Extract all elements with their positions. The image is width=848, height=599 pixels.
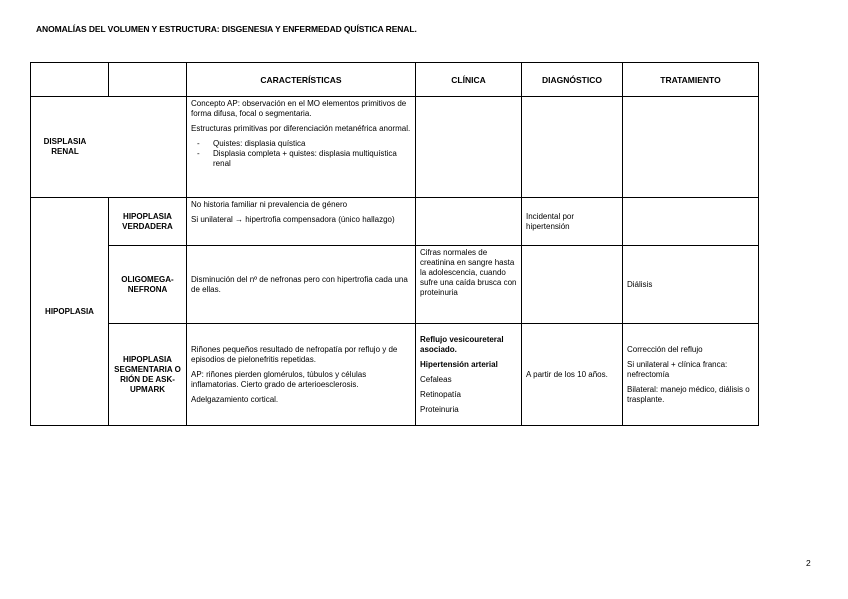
list-item: - Displasia completa + quistes: displasia multiquística renal (205, 149, 411, 169)
cell-displasia-caracteristicas (187, 97, 416, 198)
text-historia: No historia familiar ni prevalencia de género (191, 200, 348, 209)
text-concepto: Concepto AP: observación en el MO elementos primitivos de forma difusa, focal o segmentaria. (191, 99, 407, 118)
cell-segmentaria-clinica (416, 324, 522, 426)
anomalies-table (30, 62, 759, 426)
document-title: ANOMALÍAS DEL VOLUMEN Y ESTRUCTURA: DISGENESIA Y ENFERMEDAD QUÍSTICA RENAL. (36, 24, 417, 34)
header-empty-2 (109, 63, 187, 97)
list-item: - Quistes: displasia quística (205, 139, 411, 149)
cell-oligo-tratamiento: Diálisis (623, 246, 759, 324)
text-bilateral: Bilateral: manejo médico, diálisis o trasplante. (627, 384, 750, 404)
cell-verdadera-diagnostico: Incidental por hipertensión (522, 198, 623, 246)
header-tratamiento: TRATAMIENTO (623, 63, 759, 97)
text-correccion: Corrección del reflujo (627, 344, 703, 354)
header-row (31, 63, 759, 97)
text-reflujo: Reflujo vesicoureteral asociado. (420, 334, 504, 354)
cell-verdadera-clinica (416, 198, 522, 246)
text-proteinuria: Proteinuria (420, 404, 459, 414)
table-row-verdadera (31, 198, 759, 246)
text-rinones: Riñones pequeños resultado de nefropatía por reflujo y de episodios de pielonefritis repetidas. (191, 344, 398, 364)
text-retinopatia: Retinopatía (420, 389, 461, 399)
cell-verdadera-caracteristicas (187, 198, 416, 246)
cell-segmentaria-tratamiento (623, 324, 759, 426)
list-displasia (191, 139, 411, 169)
cell-verdadera-tratamiento (623, 198, 759, 246)
text-nefrectomia: Si unilateral + clínica franca: nefrectomía (627, 359, 728, 379)
table-row-displasia (31, 97, 759, 198)
text-ap: AP: riñones pierden glomérulos, túbulos y células inflamatorias. Cierto grado de arterioesclerosis. (191, 369, 367, 389)
category-displasia-label: DISPLASIA RENAL (43, 137, 87, 156)
cell-displasia-tratamiento (623, 97, 759, 198)
subcategory-oligomeganefrona: OLIGOMEGA-NEFRONA (109, 246, 187, 324)
subcategory-verdadera: HIPOPLASIA VERDADERA (109, 198, 187, 246)
cell-segmentaria-diagnostico: A partir de los 10 años. (522, 324, 623, 426)
cell-oligo-clinica: Cifras normales de creatinina en sangre hasta la adolescencia, cuando sufre una caída brusca con proteinuria (416, 246, 522, 324)
header-caracteristicas: CARACTERÍSTICAS (187, 63, 416, 97)
text-unilateral: Si unilateral → hipertrofia compensadora (único hallazgo) (191, 215, 395, 224)
header-diagnostico: DIAGNÓSTICO (522, 63, 623, 97)
table-row-oligomeganefrona (31, 246, 759, 324)
text-cefaleas: Cefaleas (420, 374, 452, 384)
page-number: 2 (806, 558, 811, 568)
cell-displasia-diagnostico (522, 97, 623, 198)
category-hipoplasia: HIPOPLASIA (31, 198, 109, 426)
cell-segmentaria-caracteristicas (187, 324, 416, 426)
text-estructuras: Estructuras primitivas por diferenciación metanéfrica anormal. (191, 124, 411, 133)
cell-oligo-caracteristicas: Disminución del nº de nefronas pero con hipertrofia cada una de ellas. (187, 246, 416, 324)
header-empty-1 (31, 63, 109, 97)
text-hipertension: Hipertensión arterial (420, 359, 498, 369)
header-clinica: CLÍNICA (416, 63, 522, 97)
category-displasia (31, 97, 187, 198)
text-adelgazamiento: Adelgazamiento cortical. (191, 394, 279, 404)
table-row-segmentaria (31, 324, 759, 426)
cell-displasia-clinica (416, 97, 522, 198)
subcategory-segmentaria: HIPOPLASIA SEGMENTARIA O RIÓN DE ASK-UPMARK (109, 324, 187, 426)
cell-oligo-diagnostico (522, 246, 623, 324)
